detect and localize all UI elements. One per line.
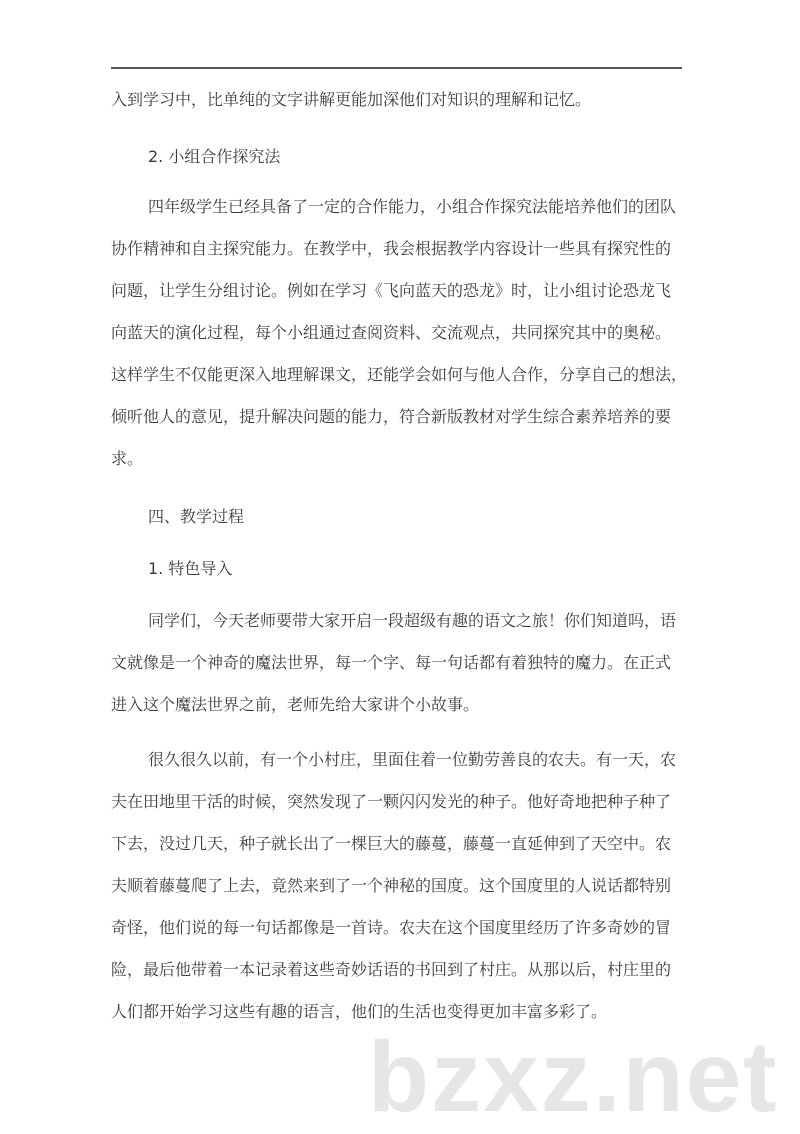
section-heading: 四、教学过程 xyxy=(148,507,245,526)
paragraph-line: 入到学习中，比单纯的文字讲解更能加深他们对知识的理解和记忆。 xyxy=(111,90,592,109)
paragraph-line: 问题，让学生分组讨论。例如在学习《飞向蓝天的恐龙》时，让小组讨论恐龙飞 xyxy=(111,281,672,300)
section-heading: 2. 小组合作探究法 xyxy=(148,147,281,166)
watermark: bzxz.net xyxy=(368,1021,779,1133)
paragraph-line: 协作精神和自主探究能力。在教学中，我会根据教学内容设计一些具有探究性的 xyxy=(111,239,672,258)
paragraph-line: 险，最后他带着一本记录着这些奇妙话语的书回到了村庄。从那以后，村庄里的 xyxy=(111,960,672,979)
paragraph-line: 进入这个魔法世界之前，老师先给大家讲个小故事。 xyxy=(111,695,480,714)
paragraph-line: 很久很久以前，有一个小村庄，里面住着一位勤劳善良的农夫。有一天，农 xyxy=(148,750,677,769)
paragraph-line: 奇怪，他们说的每一句话都像是一首诗。农夫在这个国度里经历了许多奇妙的冒 xyxy=(111,918,672,937)
paragraph-line: 求。 xyxy=(111,449,144,468)
section-heading: 1. 特色导入 xyxy=(148,559,233,578)
paragraph-line: 夫在田地里干活的时候，突然发现了一颗闪闪发光的种子。他好奇地把种子种了 xyxy=(111,792,672,811)
paragraph-line: 倾听他人的意见，提升解决问题的能力，符合新版教材对学生综合素养培养的要 xyxy=(111,407,672,426)
paragraph-line: 下去，没过几天，种子就长出了一棵巨大的藤蔓，藤蔓一直延伸到了天空中。农 xyxy=(111,834,672,853)
paragraph-line: 文就像是一个神奇的魔法世界，每一个字、每一句话都有着独特的魔力。在正式 xyxy=(111,653,672,672)
paragraph-line: 四年级学生已经具备了一定的合作能力，小组合作探究法能培养他们的团队 xyxy=(148,197,677,216)
paragraph-line: 人们都开始学习这些有趣的语言，他们的生活也变得更加丰富多彩了。 xyxy=(111,1002,608,1021)
paragraph-line: 这样学生不仅能更深入地理解课文，还能学会如何与他人合作，分享自己的想法， xyxy=(111,365,688,384)
paragraph-line: 夫顺着藤蔓爬了上去，竟然来到了一个神秘的国度。这个国度里的人说话都特别 xyxy=(111,876,672,895)
paragraph-line: 向蓝天的演化过程，每个小组通过查阅资料、交流观点，共同探究其中的奥秘。 xyxy=(111,323,672,342)
header-rule xyxy=(111,67,682,69)
paragraph-line: 同学们，今天老师要带大家开启一段超级有趣的语文之旅！你们知道吗，语 xyxy=(148,611,677,630)
